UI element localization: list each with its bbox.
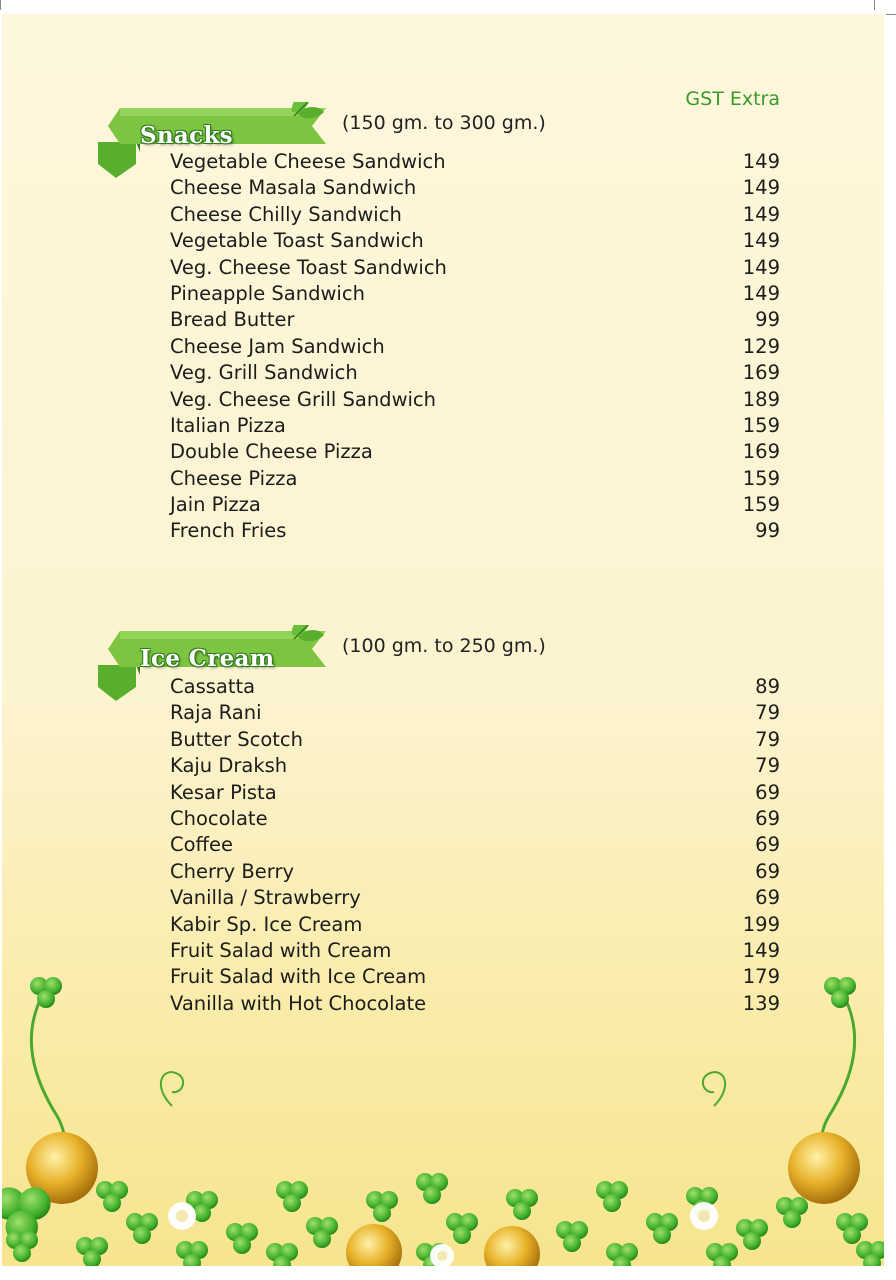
item-price: 149 [742, 938, 780, 962]
item-name: Coffee [170, 833, 233, 857]
crop-mark-top-left [0, 0, 1, 10]
curl-vine-icon [31, 996, 854, 1181]
item-price: 159 [742, 413, 780, 437]
item-name: Jain Pizza [170, 493, 261, 517]
item-name: Chocolate [170, 806, 268, 830]
section-title: Snacks [140, 122, 233, 149]
item-name: Cheese Jam Sandwich [170, 334, 385, 358]
gold-coin-icon [484, 1226, 540, 1266]
menu-item [170, 754, 780, 780]
item-name: Italian Pizza [170, 413, 286, 437]
item-name: Vanilla with Hot Chocolate [170, 991, 427, 1015]
menu-item [170, 229, 780, 255]
menu-item [170, 886, 780, 912]
menu-item [170, 701, 780, 727]
section-title: Ice Cream [140, 645, 275, 672]
menu-item [170, 203, 780, 229]
item-name: French Fries [170, 519, 287, 543]
item-price: 99 [755, 308, 780, 332]
menu-item [170, 781, 780, 807]
menu-item [170, 833, 780, 859]
menu-item [170, 176, 780, 202]
item-price: 149 [742, 229, 780, 253]
section-weight: (100 gm. to 250 gm.) [342, 635, 546, 657]
item-name: Vanilla / Strawberry [170, 886, 361, 910]
item-name: Fruit Salad with Cream [170, 938, 392, 962]
item-price: 149 [742, 202, 780, 226]
item-price: 69 [755, 780, 780, 804]
menu-item [170, 150, 780, 176]
item-price: 99 [755, 519, 780, 543]
item-name: Veg. Cheese Toast Sandwich [170, 255, 447, 279]
item-price: 69 [755, 806, 780, 830]
item-price: 69 [755, 886, 780, 910]
menu-item [170, 675, 780, 701]
item-name: Double Cheese Pizza [170, 440, 373, 464]
crop-mark-right-top [886, 14, 896, 15]
item-price: 89 [755, 675, 780, 698]
item-price: 79 [755, 754, 780, 778]
menu-item [170, 860, 780, 886]
item-name: Kabir Sp. Ice Cream [170, 912, 363, 936]
item-name: Vegetable Cheese Sandwich [170, 150, 446, 173]
shamrock-icon [30, 977, 62, 1008]
item-name: Butter Scotch [170, 727, 303, 751]
crop-mark-top-right [874, 0, 875, 10]
shamrock-icon [824, 977, 856, 1008]
gst-note: GST Extra [685, 88, 780, 110]
item-price: 169 [742, 440, 780, 464]
menu-item [170, 807, 780, 833]
item-name: Kesar Pista [170, 780, 277, 804]
item-price: 199 [742, 912, 780, 936]
item-name: Pineapple Sandwich [170, 281, 365, 305]
menu-item [170, 414, 780, 440]
item-name: Vegetable Toast Sandwich [170, 229, 424, 253]
item-name: Bread Butter [170, 308, 295, 332]
menu-item [170, 728, 780, 754]
item-price: 149 [742, 255, 780, 279]
menu-item [170, 519, 780, 545]
menu-item [170, 335, 780, 361]
section-weight: (150 gm. to 300 gm.) [342, 112, 546, 134]
item-price: 129 [742, 334, 780, 358]
item-name: Veg. Cheese Grill Sandwich [170, 387, 437, 411]
menu-item [170, 467, 780, 493]
item-price: 69 [755, 833, 780, 857]
item-price: 139 [742, 991, 780, 1015]
item-price: 189 [742, 387, 780, 411]
snacks-menu-list [170, 150, 780, 546]
shamrock-border [2, 966, 884, 1266]
menu-item [170, 256, 780, 282]
item-name: Cherry Berry [170, 859, 295, 883]
item-name: Kaju Draksh [170, 754, 288, 778]
item-price: 149 [742, 176, 780, 200]
menu-item [170, 913, 780, 939]
gold-coin-icon [788, 1132, 860, 1204]
item-price: 179 [742, 965, 780, 989]
menu-item [170, 361, 780, 387]
item-name: Cheese Masala Sandwich [170, 176, 417, 200]
item-price: 169 [742, 361, 780, 385]
item-price: 69 [755, 859, 780, 883]
menu-page [2, 14, 884, 1266]
item-name: Raja Rani [170, 701, 262, 725]
item-name: Cheese Pizza [170, 466, 298, 490]
menu-item [170, 308, 780, 334]
item-price: 149 [742, 150, 780, 173]
item-name: Cheese Chilly Sandwich [170, 202, 402, 226]
item-price: 159 [742, 493, 780, 517]
menu-item [170, 440, 780, 466]
item-price: 79 [755, 727, 780, 751]
item-price: 149 [742, 281, 780, 305]
menu-item [170, 388, 780, 414]
item-name: Veg. Grill Sandwich [170, 361, 358, 385]
item-price: 79 [755, 701, 780, 725]
menu-item [170, 282, 780, 308]
gold-coin-icon [346, 1224, 402, 1266]
item-name: Cassatta [170, 675, 256, 698]
item-name: Fruit Salad with Ice Cream [170, 965, 427, 989]
menu-item [170, 493, 780, 519]
item-price: 159 [742, 466, 780, 490]
menu-item [170, 939, 780, 965]
